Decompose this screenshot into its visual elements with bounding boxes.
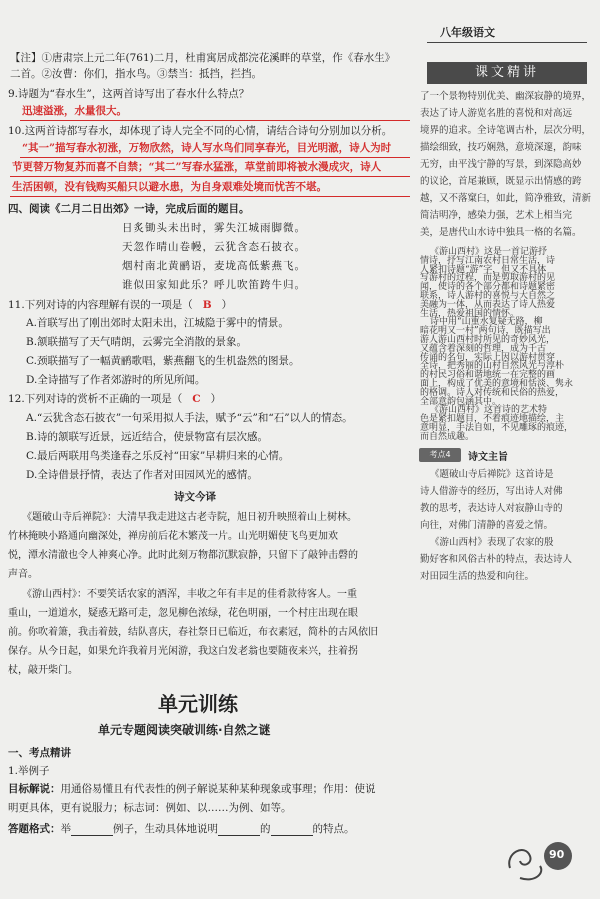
translation-p2-line-4: 保存。从今日起，如果允许我着月光闲游，我这白发老翁也要随夜来兴，拄着拐 (8, 646, 358, 657)
q11-option-b: B.颔联描写了天气晴朗，云雾完全消散的景象。 (26, 336, 248, 348)
translation-p2-line-5: 杖，敲开柴门。 (8, 665, 78, 676)
q9-answer-underline (20, 120, 410, 121)
format-c: 的 (260, 823, 271, 835)
sidebar-p1-line: 美，是唐代山水诗中独具一格的名篇。 (420, 227, 582, 238)
sidebar-p2-line: 人紧扣诗题“游”字，但又不具体 (420, 264, 547, 275)
sidebar-p1-line: 的议论，首尾兼顾，既显示出情感的跨 (420, 176, 582, 187)
theme-title: 诗文主旨 (468, 452, 508, 463)
translation-p2-line-1: 《游山西村》：不要笑话农家的酒浑，丰收之年有丰足的佳肴款待客人。一重 (22, 589, 357, 600)
translation-p1-line-3: 悦，潭水清澈也令人神爽心净。此时此刻万物都沉默寂静，只留下了敲钟击磬的 (8, 550, 358, 561)
q11-option-d: D.全诗描写了作者郊游时的所见所闻。 (26, 374, 206, 386)
poem-line-1: 日炙锄头未出时，雾失江城雨脚微。 (122, 222, 306, 234)
sidebar-p3-line: 《题破山寺后禅院》这首诗是 (430, 469, 554, 480)
sidebar-p1-line: 无穷，由平浅宁静的写景，到深隐高妙 (420, 159, 582, 170)
goal-line-1 (8, 782, 376, 796)
translation-p1-line-1: 《题破山寺后禅院》：大清早我走进这古老寺院，旭日初升映照着山上树林。 (22, 512, 357, 523)
q10-question: 10.这两首诗都写春水，却体现了诗人完全不同的心情，请结合诗句分别加以分析。 (8, 125, 393, 137)
sidebar-p2-line: 闻，使诗的各个部分都和诗题紧密 (420, 282, 556, 293)
poem-line-3: 烟村南北黄鹂语，麦垅高低紫燕飞。 (122, 260, 306, 272)
q10-underline-3 (10, 196, 410, 197)
sidebar-p2-line: 全部意韵包涵其中。 (420, 396, 502, 407)
sidebar-p3-line: 教的思考，表达诗人对寂静山寺的 (420, 503, 563, 514)
sidebar-p2-line: 《游山西村》这首诗的艺术特 (430, 405, 548, 416)
sidebar-p2-line: 意明显，手法自如，不见雕琢的痕迹， (420, 422, 574, 433)
unit-title: 单元训练 (158, 692, 238, 716)
sidebar-p2-line: 联系，诗人游村的喜悦与大自然之 (420, 290, 556, 301)
sidebar-p3-line: 向往，对佛门清静的喜爱之情。 (420, 520, 554, 531)
poem-line-4: 谁似田家知此乐？呼儿吹笛跨牛归。 (122, 279, 306, 291)
q12-option-c: C.最后两联用鸟类逢春之乐反衬“田家”早耕归来的心情。 (26, 450, 290, 462)
section4-title: 四、阅读《二月二日出郊》一诗，完成后面的题目。 (8, 203, 250, 215)
q12-option-a: A.“云犹含态石披衣”一句采用拟人手法，赋予“云”和“石”以人的情态。 (26, 412, 353, 424)
sidebar-p2-line: 《游山西村》这是一首记游抒 (430, 247, 548, 257)
sidebar-p2-line: 美融为一体，从而表达了诗人热爱 (420, 299, 556, 310)
q12-answer: C (192, 393, 201, 405)
sidebar-p3-line: 《游山西村》表现了农家的殷 (430, 537, 554, 548)
topic-badge: 考点4 (419, 448, 461, 462)
format-line (8, 822, 355, 836)
sidebar-p2-line: 全诗，把秀丽的山村自然风光与淳朴 (420, 361, 565, 372)
sidebar-p1-line: 越，又不落窠臼，如此，简净雅致，清新 (420, 193, 592, 204)
q10-answer-line-3: 生活困顿，没有钱购买船只以避水患，为自身艰难处境而忧苦不堪。 (12, 181, 327, 193)
sidebar-p2-line: 而自然成趣。 (420, 431, 475, 442)
format-blank-2 (218, 835, 260, 836)
sidebar-p2-line: 暗花明又一村”两句诗，既描写出 (420, 326, 551, 337)
q12-stem (8, 392, 221, 406)
sidebar-column-3 (420, 466, 592, 585)
goal-label: 目标解说： (8, 783, 61, 795)
sidebar-p2-line: 传诵的名句，实际上因以游村贯穿 (420, 352, 556, 363)
format-blank-1 (71, 835, 113, 836)
sidebar-p1-line: 简洁明净，感染力强，艺术上相当完 (420, 210, 573, 221)
format-b: 例子，生动具体地说明 (113, 823, 218, 835)
q10-answer-line-2: 节更替万物复苏而喜不自禁；“其二”写春水猛涨，草堂前即将被水漫成灾，诗人 (12, 161, 382, 173)
translation-p1-line-2: 竹林掩映小路通向幽深处，禅房前后花木繁茂一片。山光明媚使飞鸟更加欢 (8, 531, 338, 542)
sidebar-p1-line: 描绘细致，技巧娴熟，意境深邃，韵味 (420, 142, 582, 153)
sidebar-p3-line: 对田园生活的热爱和向往。 (420, 571, 535, 582)
q12-option-b: B.诗的颔联写近景，远近结合，使景物富有层次感。 (26, 431, 269, 443)
sidebar-p2-line: 诗中用“山重水复疑无路，柳 (430, 317, 543, 328)
q11-stem (8, 298, 232, 312)
sidebar-p2-line: 游人游山西村时所见的奇妙风光， (420, 334, 556, 345)
q11-answer: B (202, 299, 212, 311)
sidebar-p2-line: 面上，构成了优美的意境和恬淡、隽永 (420, 378, 574, 389)
goal-text-1: 用通俗易懂且有代表性的例子解说某种某种现象或事理；作用：使说 (60, 783, 376, 795)
q10-underline-2 (10, 176, 410, 177)
sidebar-p1-line: 境界的追求。全诗笔调古朴，层次分明， (420, 125, 592, 136)
translation-p1-line-4: 声音。 (8, 569, 38, 580)
sidebar-p2-line: 又蕴含着深刻的哲理，成为千古 (420, 343, 547, 354)
q11-stem-text: 11.下列对诗的内容理解有误的一项是（ (8, 299, 193, 311)
sidebar-p1-line: 了一个景物特别优美、幽深寂静的境界， (420, 91, 592, 102)
q12-stem-text: 12.下列对诗的赏析不正确的一项是（ (8, 393, 183, 405)
sidebar-p1-line: 表达了诗人游览名胜的喜悦和对高远 (420, 108, 573, 119)
header-rule (427, 42, 587, 43)
q9-question: 9.诗题为“春水生”，这两首诗写出了春水什么特点？ (8, 88, 250, 100)
note-line-2: 二首。②汝曹：你们，指水鸟。③禁当：抵挡，拦挡。 (10, 68, 262, 80)
translation-title: 诗文今译 (174, 491, 216, 503)
sidebar-p3-line: 勤好客和风俗古朴的特点，表达诗人 (420, 554, 573, 565)
translation-p2-line-3: 前。你吹着箫，我击着鼓，结队喜庆，春社祭日已临近，布衣素冠，简朴的古风依旧 (8, 627, 378, 638)
sidebar-p2-line: 情诗，抒写江南农村日常生活，诗 (420, 255, 556, 266)
poem-line-2: 天忽作晴山卷幔，云犹含态石披衣。 (122, 241, 306, 253)
translation-p2-line-2: 重山，一道道水，疑惑无路可走，忽见柳色浓绿，花色明丽，一个村庄出现在眼 (8, 608, 358, 619)
q11-option-c: C.颈联描写了一幅黄鹂歌唱，紫燕翻飞的生机盎然的图景。 (26, 355, 300, 367)
sidebar-column (420, 88, 592, 247)
unit-item-1: 1.举例子 (8, 765, 50, 777)
sidebar-p2-line: 的村民习俗和谐地统一在完整的画 (420, 370, 556, 381)
format-d: 的特点。 (312, 823, 355, 835)
sidebar-p2-line: 写游村的过程，而是剪取游村的见 (420, 273, 556, 284)
q10-answer-line-1: “其一”描写春水初涨，万物欣然，诗人写水鸟们同享春光，目光明澈，诗人为时 (22, 142, 392, 154)
sidebar-title: 课文精讲 (427, 62, 587, 84)
sidebar-p2-line: 色是紧扣题目，不着痕迹地描绘，主 (420, 414, 565, 425)
sidebar-column-2 (420, 248, 592, 442)
format-label: 答题格式： (8, 823, 61, 835)
page-number: 90 (549, 848, 565, 861)
q12-close: ） (210, 393, 222, 405)
sidebar-p3-line: 诗人借游寺的经历，写出诗人对佛 (420, 486, 563, 497)
page-ornament-icon (500, 828, 590, 888)
sidebar-p2-line: 生活，热爱祖国的情怀。 (420, 308, 520, 319)
q10-underline-1 (20, 157, 410, 158)
goal-text-2: 明更具体，更有说服力；标志词：例如、以……为例、如等。 (8, 802, 292, 814)
q11-option-a: A.首联写出了刚出郊时太阳未出，江城隐于雾中的情景。 (26, 317, 289, 329)
q11-close: ） (221, 299, 233, 311)
format-a: 举 (60, 823, 71, 835)
unit-section-1: 一、考点精讲 (8, 747, 71, 759)
q9-answer: 迅速溢涨，水量很大。 (22, 105, 127, 117)
format-blank-3 (271, 835, 313, 836)
sidebar-p2-line: 的格调。诗人对传统和民俗的热爱， (420, 387, 565, 398)
q12-option-d: D.全诗借景抒情，表达了作者对田园风光的感情。 (26, 469, 258, 481)
grade-subject-label: 八年级语文 (440, 26, 495, 39)
unit-subtitle: 单元专题阅读突破训练·自然之谜 (98, 723, 271, 737)
note-line-1: 【注】①唐肃宗上元二年(761)二月，杜甫寓居成都浣花溪畔的草堂，作《春水生》 (10, 52, 396, 64)
